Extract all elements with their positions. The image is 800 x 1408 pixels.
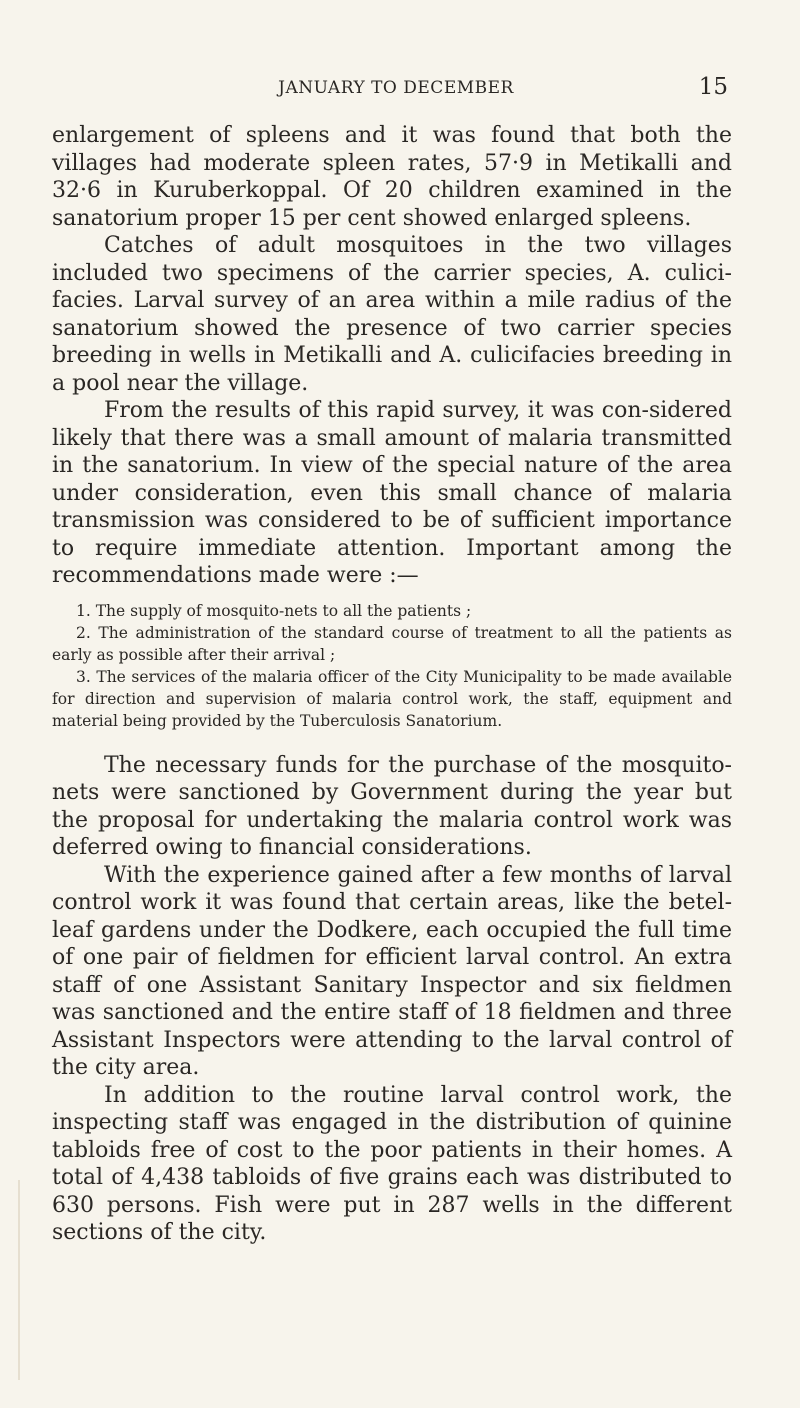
paragraph-survey-results: From the results of this rapid survey, it was con-sidered likely that there was a small amount of malaria transmitted in the sanatorium. In view of the special nature of the area under consideration, even this small chance of malaria transmission was considered to be of sufficient importance to require immediate attention. Important among the recommendations made were :— xyxy=(52,398,732,588)
paragraph-larval-control: With the experience gained after a few months of larval control work it was found that certain areas, like the betel-leaf gardens under the Dodkere, each occupied the full time of one pair of fieldmen for efficient larval control. An extra staff of one Assistant Sanitary Inspector and six fieldmen was sanctioned and the entire staff of 18 fieldmen and three Assistant Inspectors were attending to the larval control of the city area. xyxy=(52,862,732,1080)
recommendation-item: 1. The supply of mosquito-nets to all the patients ; xyxy=(76,601,472,620)
recommendations-list xyxy=(52,600,732,732)
page-header xyxy=(52,76,740,106)
running-head: JANUARY TO DECEMBER xyxy=(278,78,514,98)
body-text xyxy=(52,122,732,1247)
paragraph-mosquito-catches: Catches of adult mosquitoes in the two villages included two specimens of the carrier species, A. culici-facies. Larval survey of an area within a mile radius of the sanatorium showed the presence of two carrier species breeding in wells in Metikalli and A. culicifacies breeding in a pool near the village. xyxy=(52,233,732,396)
page-number: 15 xyxy=(698,74,728,100)
paper-edge-mark xyxy=(18,1180,20,1380)
recommendation-item: 2. The administration of the standard course of treatment to all the patients as early as possible after their arrival ; xyxy=(52,623,732,664)
paragraph-quinine-distribution: In addition to the routine larval control work, the inspecting staff was engaged in the distribution of quinine tabloids free of cost to the poor patients in their homes. A total of 4,438 tabloids of five grains each was distributed to 630 persons. Fish were put in 287 wells in the different sections of the city. xyxy=(52,1082,732,1245)
paragraph-funds: The necessary funds for the purchase of the mosquito-nets were sanctioned by Government during the year but the proposal for undertaking the malaria control work was deferred owing to financial considerations. xyxy=(52,752,732,860)
paragraph-spleen-rates: enlargement of spleens and it was found that both the villages had moderate spleen rates, 57·9 in Metikalli and 32·6 in Kuruberkoppal. Of 20 children examined in the sanatorium proper 15 per cent showed enlarged spleens. xyxy=(52,123,732,231)
recommendation-item: 3. The services of the malaria officer of the City Municipality to be made available for direction and supervision of malaria control work, the staff, equipment and material being provided by the Tuberculosis Sanatorium. xyxy=(52,667,732,730)
